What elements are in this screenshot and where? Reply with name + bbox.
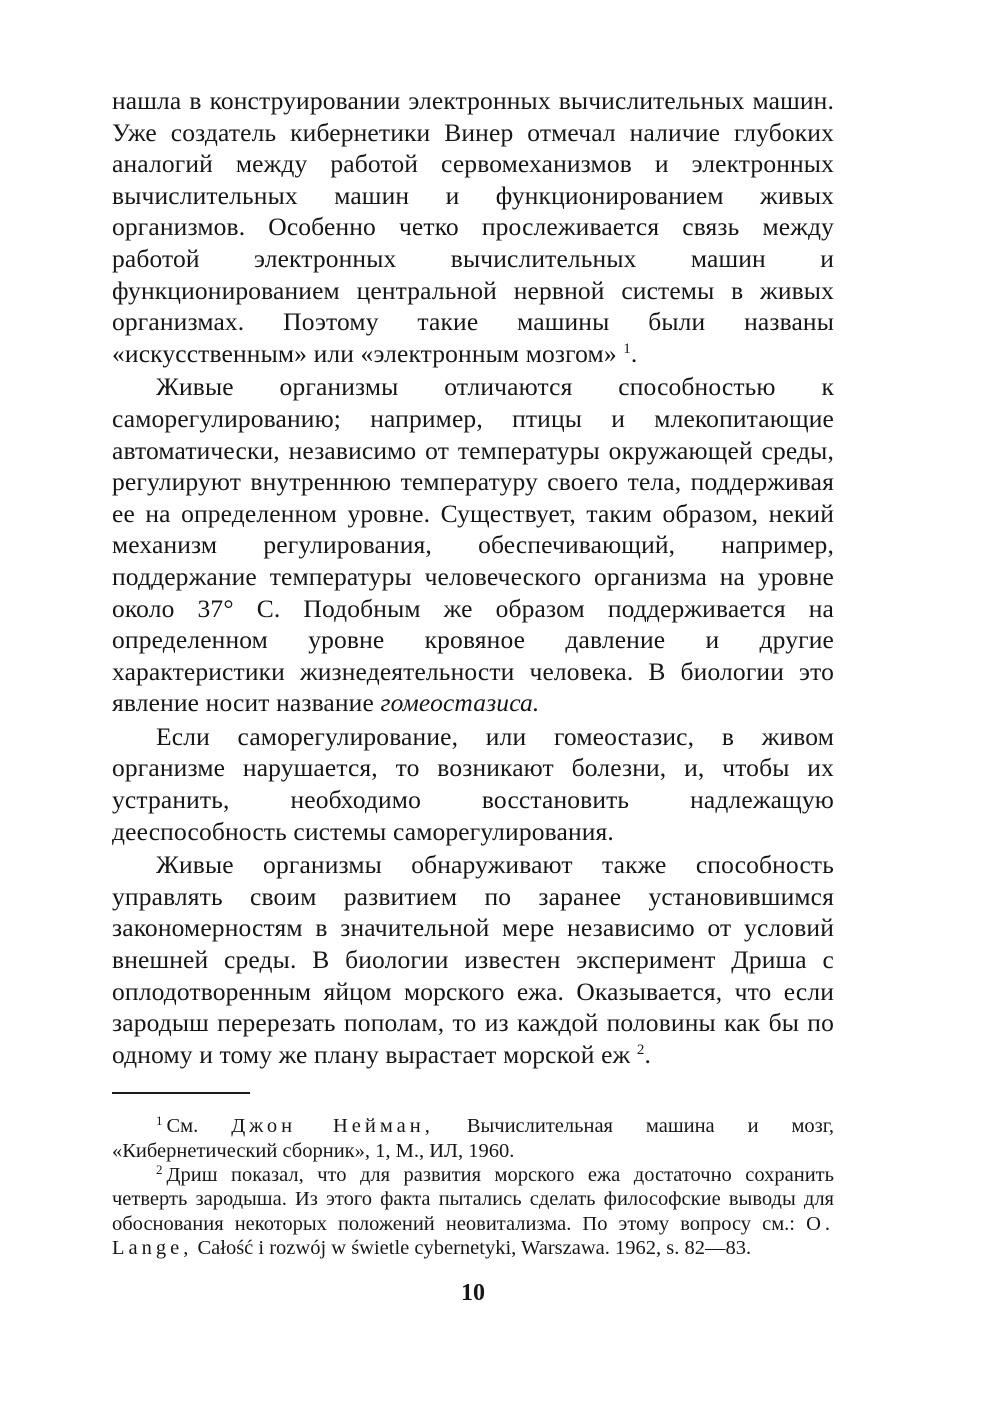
paragraph-3 <box>112 721 834 847</box>
paragraph-1: нашла в конструировании электронных вычислительных машин. Уже создатель кибернетики Винер отмечал наличие глубоких аналогий между работой сервомеханизмов и электронных вычислительных машин и функционированием живых организмов. Особенно четко прослеживается связь между работой электронных вычислительных машин и функционированием центральной нервной системы в живых организмах. Поэтому такие машины были названы «искусственным» или «электронным мозгом» $^1$. <box>112 86 834 368</box>
footnote-2 <box>112 1163 834 1260</box>
paragraph-3-text: Если саморегулирование, или гомеостазис, в живом организме нарушается, то возникают болезни, и, чтобы их устранить, необходимо восстановить надлежащую дееспособность системы саморегулирования. <box>112 721 834 846</box>
footnote-1-mark: 1 <box>156 1113 163 1129</box>
footnote-1-prefix: См. <box>166 1115 199 1138</box>
paragraph-4-text: Живые организмы обнаруживают также способность управлять своим развитием по заранее установившимся закономерностям в значительной мере независимо от условий внешней среды. В биологии известен эксперимент Дриша с оплодотворенным яйцом морского ежа. Оказывается, что если зародыш перерезать пополам, то из каждой половины как бы по одному и тому же плану вырастает морской еж <box>112 850 834 1069</box>
footnote-1-text: Вычислительная машина и мозг, «Кибернетический сборник», 1, М., ИЛ, 1960. <box>112 1115 835 1162</box>
page-number: 10 <box>461 1280 485 1306</box>
page-body <box>112 85 834 1260</box>
footnote-2-tail: Całość i rozwój w świetle cybernetyki, Warszawa. 1962, s. 82—83. <box>197 1236 752 1259</box>
footnote-1 <box>112 1114 834 1163</box>
footnote-ref-1: 1 <box>623 340 631 357</box>
paragraph-1-text: нашла в конструировании электронных вычислительных машин. Уже создатель кибернетики Винер отмечал наличие глубоких аналогий между работой сервомеханизмов и электронных вычислительных машин и функционированием живых организмов. Особенно четко прослеживается связь между работой электронных вычислительных машин и функционированием центральной нервной системы в живых организмах. Поэтому такие машины были названы «искусственным» или «электронным мозгом» <box>112 86 834 368</box>
footnote-2-text: Дриш показал, что для развития морского ежа достаточно сохранить четверть зародыша. Из этого факта пытались сделать философские выводы для обоснования некоторых положений неовитализма. По этому вопросу см.: <box>112 1164 834 1235</box>
footnote-2-author: O. Lange, <box>112 1212 835 1259</box>
footnote-ref-2: 2 <box>636 1041 645 1058</box>
term-homeostasis: гомеостазиса. <box>380 688 540 718</box>
footnote-1-author: Джон Нейман, <box>231 1115 434 1138</box>
footnote-2-mark: 2 <box>156 1162 163 1177</box>
footnote-divider <box>112 1092 250 1094</box>
paragraph-2 <box>112 371 834 719</box>
paragraph-2-text: Живые организмы отличаются способностью к саморегулированию; например, птицы и млекопитающие автоматически, независимо от температуры окружающей среды, регулируют внутреннюю температуру своего тела, поддерживая ее на определенном уровне. Существует, таким образом, некий механизм регулирования, обеспечивающий, например, поддержание температуры человеческого организма на уровне около 37° С. Подобным же образом поддерживается на определенном уровне кровяное давление и другие характеристики жизнедеятельности человека. В биологии это явление носит название <box>112 372 834 718</box>
paragraph-4: Живые организмы обнаруживают также способность управлять своим развитием по заранее установившимся закономерностям в значительной мере независимо от условий внешней среды. В биологии известен эксперимент Дриша с оплодотворенным яйцом морского ежа. Оказывается, что если зародыш перерезать пополам, то из каждой половины как бы по одному и тому же плану вырастает морской еж $^2$. <box>112 850 834 1069</box>
